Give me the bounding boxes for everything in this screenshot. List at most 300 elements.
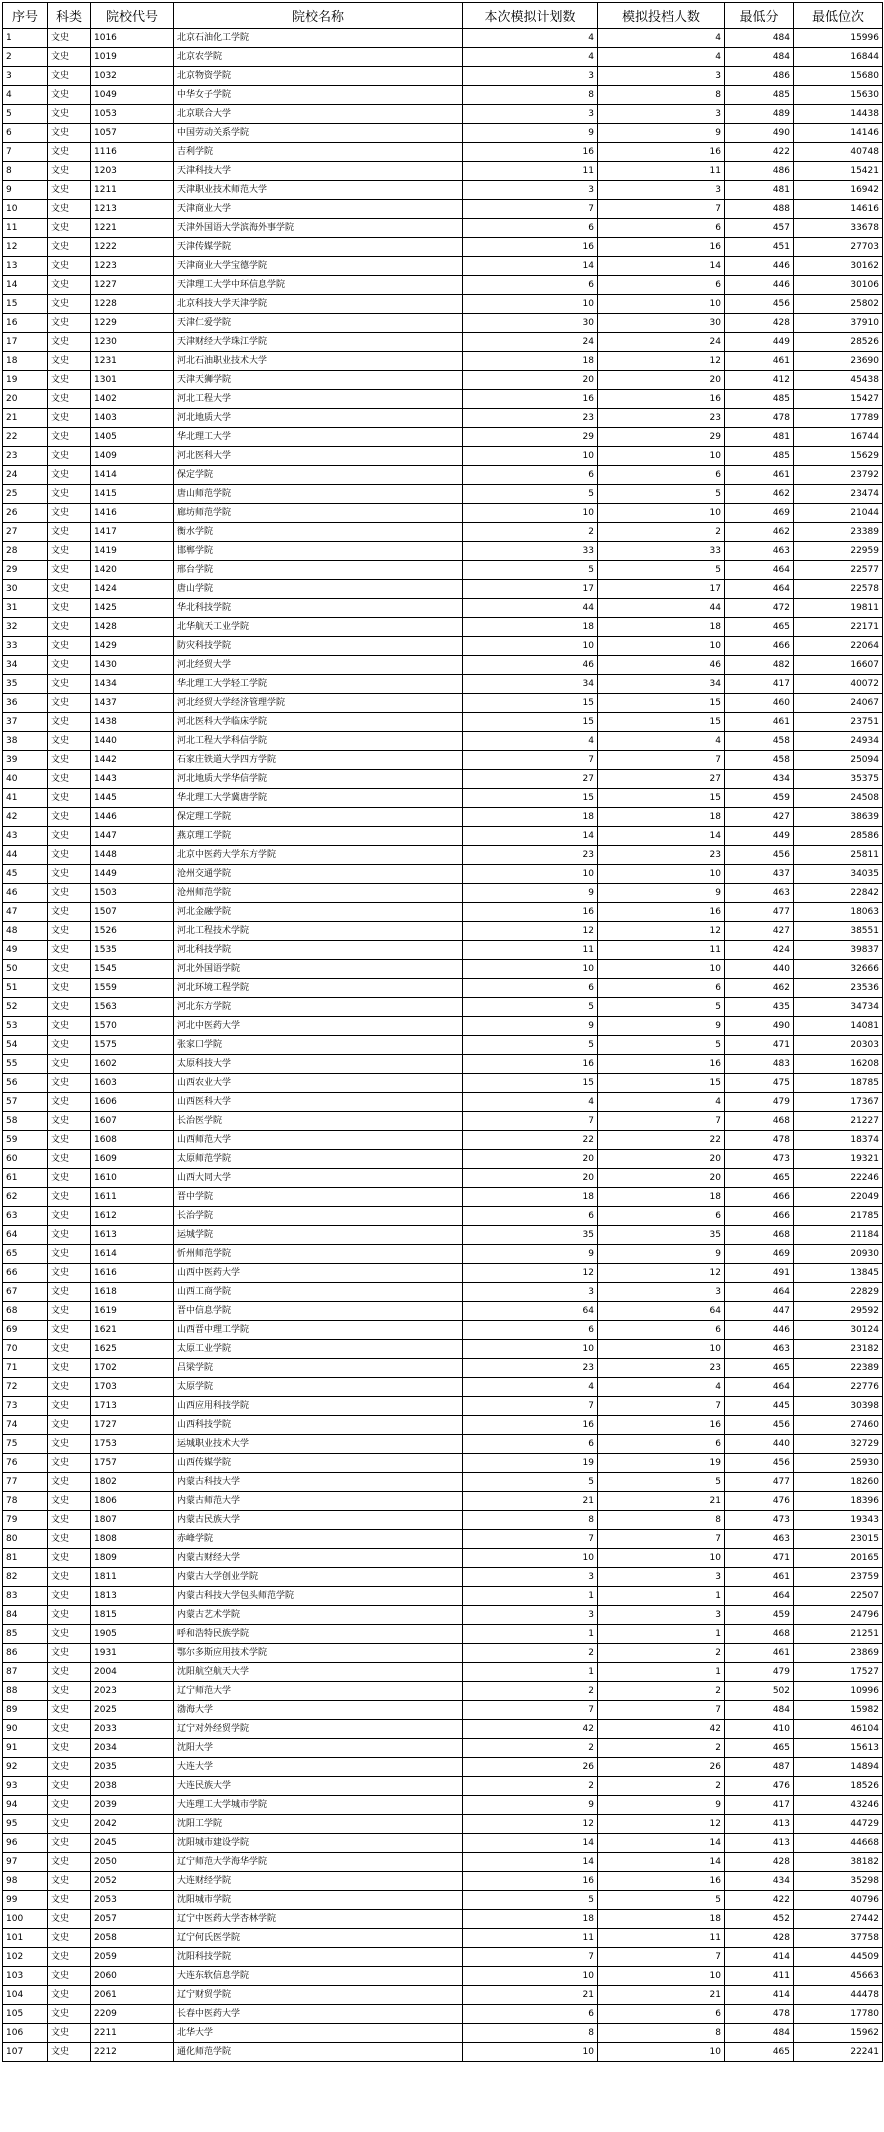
cell-min-score: 461 bbox=[725, 1568, 794, 1587]
cell-category: 文史 bbox=[48, 618, 91, 637]
cell-school-code: 1116 bbox=[91, 143, 174, 162]
cell-seq: 29 bbox=[3, 561, 48, 580]
cell-plan-count: 23 bbox=[463, 409, 598, 428]
table-row bbox=[3, 1853, 883, 1872]
cell-school-name: 沧州师范学院 bbox=[174, 884, 463, 903]
cell-admit-count: 2 bbox=[598, 1644, 725, 1663]
cell-plan-count: 30 bbox=[463, 314, 598, 333]
cell-min-rank: 24067 bbox=[794, 694, 883, 713]
cell-seq: 11 bbox=[3, 219, 48, 238]
cell-category: 文史 bbox=[48, 219, 91, 238]
cell-min-score: 434 bbox=[725, 1872, 794, 1891]
table-row bbox=[3, 1644, 883, 1663]
cell-min-rank: 34035 bbox=[794, 865, 883, 884]
cell-min-score: 478 bbox=[725, 1131, 794, 1150]
cell-min-score: 461 bbox=[725, 466, 794, 485]
cell-category: 文史 bbox=[48, 637, 91, 656]
cell-category: 文史 bbox=[48, 751, 91, 770]
cell-admit-count: 3 bbox=[598, 1606, 725, 1625]
cell-school-code: 1053 bbox=[91, 105, 174, 124]
cell-seq: 87 bbox=[3, 1663, 48, 1682]
header-category: 科类 bbox=[48, 3, 91, 29]
cell-min-rank: 17789 bbox=[794, 409, 883, 428]
table-row bbox=[3, 523, 883, 542]
cell-category: 文史 bbox=[48, 656, 91, 675]
cell-category: 文史 bbox=[48, 523, 91, 542]
cell-min-rank: 18396 bbox=[794, 1492, 883, 1511]
cell-plan-count: 23 bbox=[463, 846, 598, 865]
cell-min-rank: 24508 bbox=[794, 789, 883, 808]
cell-school-code: 1503 bbox=[91, 884, 174, 903]
cell-min-rank: 15982 bbox=[794, 1701, 883, 1720]
cell-category: 文史 bbox=[48, 1815, 91, 1834]
table-row bbox=[3, 1188, 883, 1207]
table-row bbox=[3, 903, 883, 922]
cell-category: 文史 bbox=[48, 998, 91, 1017]
cell-admit-count: 3 bbox=[598, 181, 725, 200]
cell-min-rank: 22776 bbox=[794, 1378, 883, 1397]
table-row bbox=[3, 1530, 883, 1549]
cell-plan-count: 10 bbox=[463, 2043, 598, 2062]
cell-min-score: 491 bbox=[725, 1264, 794, 1283]
cell-school-name: 山西应用科技学院 bbox=[174, 1397, 463, 1416]
cell-min-score: 464 bbox=[725, 580, 794, 599]
cell-admit-count: 12 bbox=[598, 922, 725, 941]
cell-school-code: 1713 bbox=[91, 1397, 174, 1416]
cell-min-score: 458 bbox=[725, 751, 794, 770]
cell-min-rank: 14438 bbox=[794, 105, 883, 124]
cell-min-score: 464 bbox=[725, 1587, 794, 1606]
cell-seq: 90 bbox=[3, 1720, 48, 1739]
cell-category: 文史 bbox=[48, 2005, 91, 2024]
cell-school-code: 1229 bbox=[91, 314, 174, 333]
table-row bbox=[3, 371, 883, 390]
cell-seq: 54 bbox=[3, 1036, 48, 1055]
cell-min-score: 414 bbox=[725, 1986, 794, 2005]
cell-plan-count: 14 bbox=[463, 1834, 598, 1853]
cell-school-code: 1563 bbox=[91, 998, 174, 1017]
cell-min-score: 445 bbox=[725, 1397, 794, 1416]
cell-min-score: 446 bbox=[725, 276, 794, 295]
cell-seq: 31 bbox=[3, 599, 48, 618]
cell-admit-count: 18 bbox=[598, 1188, 725, 1207]
cell-seq: 79 bbox=[3, 1511, 48, 1530]
cell-school-code: 1602 bbox=[91, 1055, 174, 1074]
cell-plan-count: 10 bbox=[463, 960, 598, 979]
cell-seq: 64 bbox=[3, 1226, 48, 1245]
cell-admit-count: 9 bbox=[598, 884, 725, 903]
cell-plan-count: 18 bbox=[463, 352, 598, 371]
cell-admit-count: 1 bbox=[598, 1663, 725, 1682]
cell-school-name: 太原学院 bbox=[174, 1378, 463, 1397]
table-row bbox=[3, 2005, 883, 2024]
cell-category: 文史 bbox=[48, 485, 91, 504]
cell-school-code: 1424 bbox=[91, 580, 174, 599]
cell-school-code: 1429 bbox=[91, 637, 174, 656]
cell-plan-count: 12 bbox=[463, 1264, 598, 1283]
table-row bbox=[3, 1321, 883, 1340]
cell-min-score: 465 bbox=[725, 1169, 794, 1188]
table-row bbox=[3, 1663, 883, 1682]
cell-school-name: 内蒙古科技大学 bbox=[174, 1473, 463, 1492]
cell-min-score: 440 bbox=[725, 1435, 794, 1454]
cell-school-name: 山西工商学院 bbox=[174, 1283, 463, 1302]
cell-admit-count: 22 bbox=[598, 1131, 725, 1150]
table-row bbox=[3, 1017, 883, 1036]
table-row bbox=[3, 1492, 883, 1511]
cell-category: 文史 bbox=[48, 770, 91, 789]
cell-school-code: 1430 bbox=[91, 656, 174, 675]
cell-seq: 81 bbox=[3, 1549, 48, 1568]
cell-plan-count: 5 bbox=[463, 1473, 598, 1492]
cell-min-score: 469 bbox=[725, 504, 794, 523]
cell-school-code: 1703 bbox=[91, 1378, 174, 1397]
cell-admit-count: 6 bbox=[598, 466, 725, 485]
cell-min-score: 486 bbox=[725, 67, 794, 86]
cell-category: 文史 bbox=[48, 1967, 91, 1986]
table-body bbox=[3, 29, 883, 2062]
cell-school-code: 1301 bbox=[91, 371, 174, 390]
cell-school-code: 1403 bbox=[91, 409, 174, 428]
cell-min-rank: 23474 bbox=[794, 485, 883, 504]
cell-plan-count: 14 bbox=[463, 1853, 598, 1872]
cell-seq: 85 bbox=[3, 1625, 48, 1644]
cell-school-code: 1606 bbox=[91, 1093, 174, 1112]
cell-admit-count: 16 bbox=[598, 1055, 725, 1074]
cell-category: 文史 bbox=[48, 1549, 91, 1568]
cell-admit-count: 8 bbox=[598, 2024, 725, 2043]
cell-min-score: 477 bbox=[725, 1473, 794, 1492]
table-row bbox=[3, 1093, 883, 1112]
cell-admit-count: 26 bbox=[598, 1758, 725, 1777]
cell-school-name: 张家口学院 bbox=[174, 1036, 463, 1055]
cell-min-score: 468 bbox=[725, 1625, 794, 1644]
cell-school-code: 2211 bbox=[91, 2024, 174, 2043]
table-row bbox=[3, 143, 883, 162]
cell-min-rank: 30162 bbox=[794, 257, 883, 276]
cell-plan-count: 7 bbox=[463, 751, 598, 770]
cell-category: 文史 bbox=[48, 1169, 91, 1188]
cell-admit-count: 33 bbox=[598, 542, 725, 561]
cell-min-rank: 14146 bbox=[794, 124, 883, 143]
cell-category: 文史 bbox=[48, 1473, 91, 1492]
table-row bbox=[3, 1226, 883, 1245]
cell-seq: 71 bbox=[3, 1359, 48, 1378]
cell-school-code: 1570 bbox=[91, 1017, 174, 1036]
cell-seq: 1 bbox=[3, 29, 48, 48]
cell-seq: 74 bbox=[3, 1416, 48, 1435]
cell-category: 文史 bbox=[48, 1872, 91, 1891]
cell-admit-count: 6 bbox=[598, 1207, 725, 1226]
cell-admit-count: 4 bbox=[598, 1093, 725, 1112]
cell-school-code: 2053 bbox=[91, 1891, 174, 1910]
cell-school-name: 辽宁中医药大学杏林学院 bbox=[174, 1910, 463, 1929]
cell-category: 文史 bbox=[48, 48, 91, 67]
cell-min-score: 452 bbox=[725, 1910, 794, 1929]
cell-seq: 98 bbox=[3, 1872, 48, 1891]
table-row bbox=[3, 1131, 883, 1150]
cell-admit-count: 15 bbox=[598, 713, 725, 732]
cell-school-code: 1808 bbox=[91, 1530, 174, 1549]
cell-school-name: 沈阳大学 bbox=[174, 1739, 463, 1758]
cell-school-code: 2038 bbox=[91, 1777, 174, 1796]
cell-school-name: 山西晋中理工学院 bbox=[174, 1321, 463, 1340]
cell-seq: 49 bbox=[3, 941, 48, 960]
table-row bbox=[3, 67, 883, 86]
cell-plan-count: 5 bbox=[463, 561, 598, 580]
table-row bbox=[3, 1473, 883, 1492]
cell-admit-count: 6 bbox=[598, 2005, 725, 2024]
cell-min-rank: 30398 bbox=[794, 1397, 883, 1416]
cell-min-rank: 23792 bbox=[794, 466, 883, 485]
table-row bbox=[3, 162, 883, 181]
cell-seq: 77 bbox=[3, 1473, 48, 1492]
cell-school-name: 天津财经大学珠江学院 bbox=[174, 333, 463, 352]
cell-plan-count: 22 bbox=[463, 1131, 598, 1150]
cell-category: 文史 bbox=[48, 1530, 91, 1549]
cell-category: 文史 bbox=[48, 694, 91, 713]
cell-admit-count: 21 bbox=[598, 1492, 725, 1511]
cell-school-code: 1416 bbox=[91, 504, 174, 523]
cell-category: 文史 bbox=[48, 276, 91, 295]
cell-min-rank: 22171 bbox=[794, 618, 883, 637]
cell-plan-count: 14 bbox=[463, 257, 598, 276]
cell-plan-count: 18 bbox=[463, 808, 598, 827]
table-row bbox=[3, 105, 883, 124]
cell-admit-count: 4 bbox=[598, 48, 725, 67]
cell-school-name: 大连理工大学城市学院 bbox=[174, 1796, 463, 1815]
cell-seq: 93 bbox=[3, 1777, 48, 1796]
cell-min-rank: 17527 bbox=[794, 1663, 883, 1682]
cell-plan-count: 9 bbox=[463, 1245, 598, 1264]
cell-category: 文史 bbox=[48, 561, 91, 580]
cell-school-name: 石家庄铁道大学四方学院 bbox=[174, 751, 463, 770]
cell-min-score: 466 bbox=[725, 1188, 794, 1207]
cell-min-score: 456 bbox=[725, 846, 794, 865]
table-row bbox=[3, 1378, 883, 1397]
cell-min-score: 484 bbox=[725, 2024, 794, 2043]
cell-seq: 103 bbox=[3, 1967, 48, 1986]
cell-category: 文史 bbox=[48, 1283, 91, 1302]
cell-seq: 2 bbox=[3, 48, 48, 67]
cell-seq: 13 bbox=[3, 257, 48, 276]
table-row bbox=[3, 884, 883, 903]
cell-school-name: 通化师范学院 bbox=[174, 2043, 463, 2062]
cell-min-score: 456 bbox=[725, 295, 794, 314]
table-row bbox=[3, 1283, 883, 1302]
cell-school-name: 长治学院 bbox=[174, 1207, 463, 1226]
cell-plan-count: 46 bbox=[463, 656, 598, 675]
cell-plan-count: 12 bbox=[463, 1815, 598, 1834]
cell-admit-count: 5 bbox=[598, 561, 725, 580]
table-row bbox=[3, 789, 883, 808]
cell-min-rank: 46104 bbox=[794, 1720, 883, 1739]
cell-seq: 99 bbox=[3, 1891, 48, 1910]
cell-category: 文史 bbox=[48, 238, 91, 257]
cell-min-score: 459 bbox=[725, 1606, 794, 1625]
cell-admit-count: 19 bbox=[598, 1454, 725, 1473]
cell-plan-count: 10 bbox=[463, 295, 598, 314]
cell-school-code: 1575 bbox=[91, 1036, 174, 1055]
cell-seq: 68 bbox=[3, 1302, 48, 1321]
table-row bbox=[3, 352, 883, 371]
cell-seq: 89 bbox=[3, 1701, 48, 1720]
cell-school-code: 1702 bbox=[91, 1359, 174, 1378]
cell-min-score: 456 bbox=[725, 1454, 794, 1473]
cell-school-name: 沈阳工学院 bbox=[174, 1815, 463, 1834]
cell-category: 文史 bbox=[48, 960, 91, 979]
cell-category: 文史 bbox=[48, 504, 91, 523]
cell-school-name: 北京科技大学天津学院 bbox=[174, 295, 463, 314]
cell-min-score: 464 bbox=[725, 1283, 794, 1302]
cell-min-rank: 15962 bbox=[794, 2024, 883, 2043]
cell-school-code: 2004 bbox=[91, 1663, 174, 1682]
table-row bbox=[3, 1967, 883, 1986]
cell-school-name: 呼和浩特民族学院 bbox=[174, 1625, 463, 1644]
cell-school-name: 河北工程大学科信学院 bbox=[174, 732, 463, 751]
cell-seq: 59 bbox=[3, 1131, 48, 1150]
cell-min-rank: 22842 bbox=[794, 884, 883, 903]
cell-min-score: 465 bbox=[725, 1359, 794, 1378]
cell-school-code: 1535 bbox=[91, 941, 174, 960]
cell-min-rank: 14081 bbox=[794, 1017, 883, 1036]
cell-seq: 4 bbox=[3, 86, 48, 105]
cell-min-rank: 14616 bbox=[794, 200, 883, 219]
table-row bbox=[3, 637, 883, 656]
cell-school-code: 1607 bbox=[91, 1112, 174, 1131]
table-row bbox=[3, 428, 883, 447]
cell-school-code: 1507 bbox=[91, 903, 174, 922]
cell-plan-count: 33 bbox=[463, 542, 598, 561]
cell-admit-count: 8 bbox=[598, 1511, 725, 1530]
cell-school-name: 太原科技大学 bbox=[174, 1055, 463, 1074]
cell-school-code: 2042 bbox=[91, 1815, 174, 1834]
cell-admit-count: 11 bbox=[598, 941, 725, 960]
cell-plan-count: 3 bbox=[463, 1568, 598, 1587]
cell-category: 文史 bbox=[48, 1093, 91, 1112]
cell-school-name: 华北科技学院 bbox=[174, 599, 463, 618]
cell-school-name: 鄂尔多斯应用技术学院 bbox=[174, 1644, 463, 1663]
cell-school-name: 北京物资学院 bbox=[174, 67, 463, 86]
cell-category: 文史 bbox=[48, 1397, 91, 1416]
cell-admit-count: 11 bbox=[598, 1929, 725, 1948]
cell-school-code: 1402 bbox=[91, 390, 174, 409]
cell-min-rank: 15996 bbox=[794, 29, 883, 48]
cell-seq: 82 bbox=[3, 1568, 48, 1587]
header-school-code: 院校代号 bbox=[91, 3, 174, 29]
cell-plan-count: 34 bbox=[463, 675, 598, 694]
cell-min-rank: 44509 bbox=[794, 1948, 883, 1967]
cell-school-name: 大连东软信息学院 bbox=[174, 1967, 463, 1986]
cell-min-rank: 23751 bbox=[794, 713, 883, 732]
cell-plan-count: 4 bbox=[463, 732, 598, 751]
cell-min-score: 486 bbox=[725, 162, 794, 181]
table-row bbox=[3, 580, 883, 599]
cell-admit-count: 23 bbox=[598, 1359, 725, 1378]
cell-school-code: 1618 bbox=[91, 1283, 174, 1302]
table-row bbox=[3, 86, 883, 105]
cell-school-code: 1753 bbox=[91, 1435, 174, 1454]
cell-min-rank: 18785 bbox=[794, 1074, 883, 1093]
cell-seq: 14 bbox=[3, 276, 48, 295]
cell-admit-count: 5 bbox=[598, 1891, 725, 1910]
cell-plan-count: 18 bbox=[463, 1910, 598, 1929]
cell-category: 文史 bbox=[48, 466, 91, 485]
cell-min-rank: 20930 bbox=[794, 1245, 883, 1264]
cell-school-code: 1809 bbox=[91, 1549, 174, 1568]
cell-admit-count: 2 bbox=[598, 523, 725, 542]
table-row bbox=[3, 447, 883, 466]
cell-seq: 40 bbox=[3, 770, 48, 789]
cell-category: 文史 bbox=[48, 86, 91, 105]
cell-school-code: 1905 bbox=[91, 1625, 174, 1644]
cell-category: 文史 bbox=[48, 1435, 91, 1454]
cell-category: 文史 bbox=[48, 865, 91, 884]
cell-min-rank: 20303 bbox=[794, 1036, 883, 1055]
cell-plan-count: 11 bbox=[463, 1929, 598, 1948]
cell-category: 文史 bbox=[48, 333, 91, 352]
cell-plan-count: 6 bbox=[463, 979, 598, 998]
cell-min-rank: 21785 bbox=[794, 1207, 883, 1226]
cell-plan-count: 10 bbox=[463, 637, 598, 656]
table-row bbox=[3, 1834, 883, 1853]
cell-category: 文史 bbox=[48, 1644, 91, 1663]
cell-school-name: 燕京理工学院 bbox=[174, 827, 463, 846]
table-row bbox=[3, 1359, 883, 1378]
cell-school-name: 河北科技学院 bbox=[174, 941, 463, 960]
cell-category: 文史 bbox=[48, 257, 91, 276]
cell-seq: 50 bbox=[3, 960, 48, 979]
cell-plan-count: 24 bbox=[463, 333, 598, 352]
cell-category: 文史 bbox=[48, 1682, 91, 1701]
cell-plan-count: 1 bbox=[463, 1663, 598, 1682]
cell-school-name: 吕梁学院 bbox=[174, 1359, 463, 1378]
table-row bbox=[3, 960, 883, 979]
table-row bbox=[3, 2043, 883, 2062]
cell-category: 文史 bbox=[48, 1492, 91, 1511]
cell-category: 文史 bbox=[48, 903, 91, 922]
cell-min-score: 478 bbox=[725, 2005, 794, 2024]
cell-admit-count: 2 bbox=[598, 1682, 725, 1701]
cell-min-rank: 28526 bbox=[794, 333, 883, 352]
table-row bbox=[3, 1074, 883, 1093]
table-row bbox=[3, 1682, 883, 1701]
cell-school-code: 1815 bbox=[91, 1606, 174, 1625]
cell-plan-count: 16 bbox=[463, 1055, 598, 1074]
cell-school-name: 内蒙古师范大学 bbox=[174, 1492, 463, 1511]
cell-admit-count: 16 bbox=[598, 390, 725, 409]
table-row bbox=[3, 751, 883, 770]
table-row bbox=[3, 390, 883, 409]
cell-admit-count: 30 bbox=[598, 314, 725, 333]
cell-plan-count: 1 bbox=[463, 1587, 598, 1606]
table-row bbox=[3, 808, 883, 827]
cell-category: 文史 bbox=[48, 1701, 91, 1720]
cell-min-score: 457 bbox=[725, 219, 794, 238]
cell-category: 文史 bbox=[48, 105, 91, 124]
cell-seq: 36 bbox=[3, 694, 48, 713]
cell-seq: 80 bbox=[3, 1530, 48, 1549]
cell-min-rank: 24934 bbox=[794, 732, 883, 751]
cell-category: 文史 bbox=[48, 67, 91, 86]
table-row bbox=[3, 257, 883, 276]
cell-seq: 5 bbox=[3, 105, 48, 124]
cell-plan-count: 18 bbox=[463, 618, 598, 637]
cell-seq: 47 bbox=[3, 903, 48, 922]
table-row bbox=[3, 1264, 883, 1283]
cell-min-score: 468 bbox=[725, 1226, 794, 1245]
cell-min-rank: 19811 bbox=[794, 599, 883, 618]
